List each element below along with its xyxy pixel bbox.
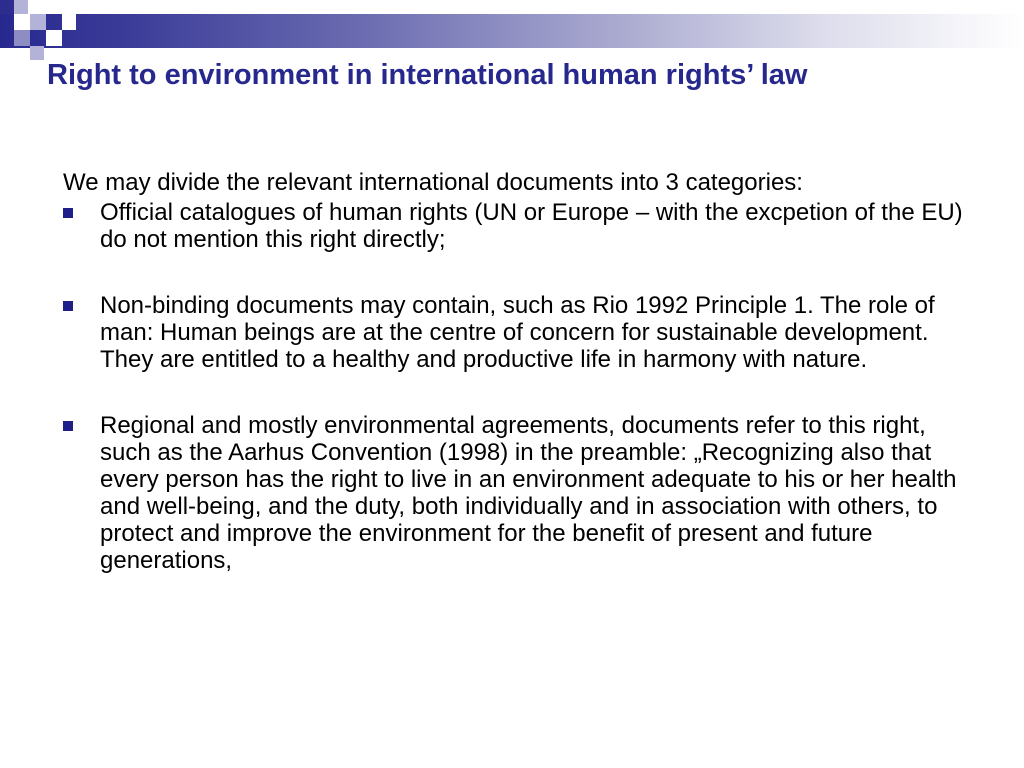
square-bullet-icon bbox=[63, 208, 73, 218]
square-bullet-icon bbox=[63, 301, 73, 311]
decor-square bbox=[46, 30, 62, 46]
decor-square bbox=[62, 14, 76, 30]
bullet-text: Regional and mostly environmental agreements, documents refer to this right, such as the Aarhus Convention (1998) in the preamble: „Recognizing also that every person has the right to live in an environment adequate to his or her health and well-being, and the duty, both individually and in association with others, to protect and improve the environment for the benefit of present and future generations, bbox=[100, 412, 957, 574]
bullet-item bbox=[63, 199, 963, 253]
decor-square bbox=[30, 46, 44, 60]
bullet-item bbox=[63, 292, 963, 373]
square-bullet-icon bbox=[63, 421, 73, 431]
bullet-item bbox=[63, 412, 963, 574]
decor-square bbox=[14, 14, 30, 30]
intro-text: We may divide the relevant international documents into 3 categories: bbox=[63, 169, 803, 196]
header-gradient-bar bbox=[0, 14, 1024, 48]
decor-square bbox=[14, 30, 30, 46]
decor-square bbox=[30, 14, 46, 30]
slide-body bbox=[63, 169, 963, 613]
bullet-text: Official catalogues of human rights (UN or Europe – with the excpetion of the EU) do not mention this right directly; bbox=[100, 199, 963, 253]
slide-title: Right to environment in international human rights’ law bbox=[47, 59, 808, 91]
bullet-text: Non-binding documents may contain, such as Rio 1992 Principle 1. The role of man: Human beings are at the centre of concern for sustainable development. They are entitled to a healthy and productive life in harmony with nature. bbox=[100, 292, 935, 373]
decor-square bbox=[0, 0, 14, 14]
decor-square bbox=[14, 0, 28, 14]
bullet-list bbox=[63, 199, 963, 574]
decor-square bbox=[46, 0, 62, 14]
